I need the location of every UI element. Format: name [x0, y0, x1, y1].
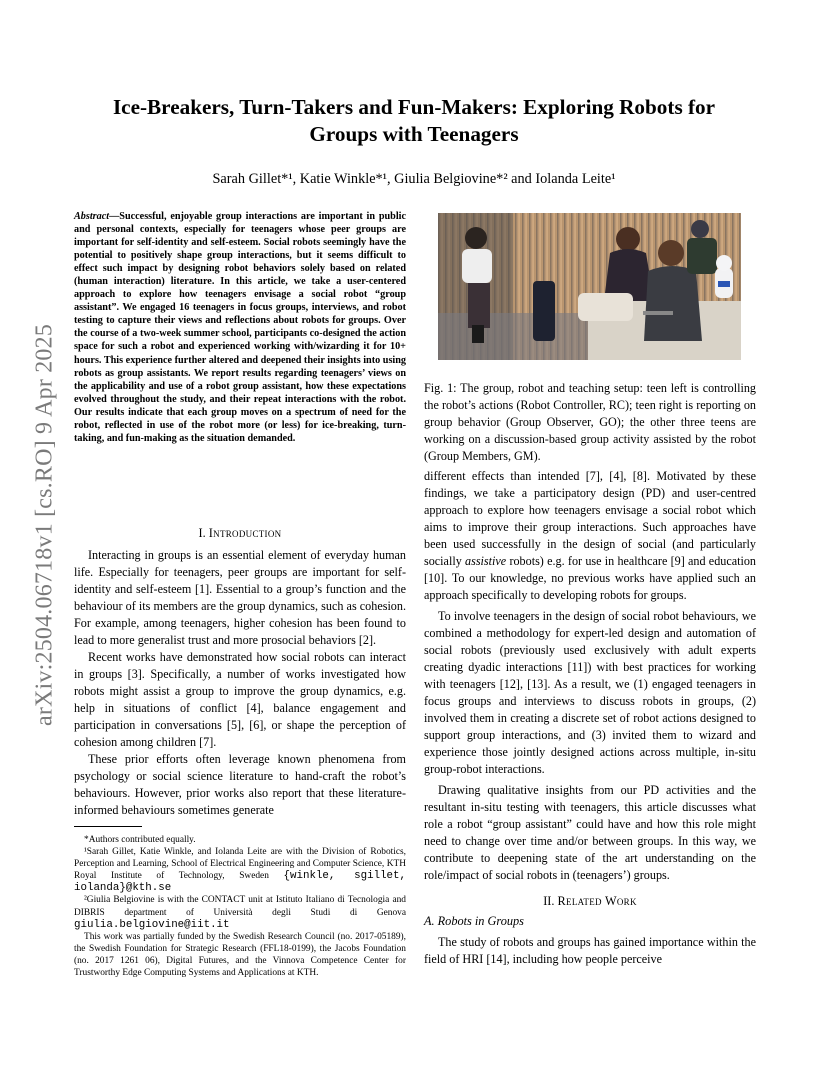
section-2-number: II.: [543, 894, 558, 908]
section-2-title: Related Work: [557, 894, 637, 908]
abstract-text: Successful, enjoyable group interactions are important in public and personal contexts, especially for teenagers whose peer groups are important for self-identity and self-esteem. Social robots seemingly have the potential to positively shape group interactions, but it seems difficult to effect such impact by designing robot behaviors solely based on related (human interaction) literature. In this article, we take a user-centered approach to explore how teenagers envisage a social robot “group assistant”. We engaged 16 teenagers in focus groups, interviews, and robot testing to capture their views and reflections about robots for groups. Over the course of a two-week summer school, participants co-designed the action space for such a robot and experienced working with/wizarding it for 10+ hours. This experience further altered and deepened their insights into using robots as group assistants. We report results regarding teenagers’ views on the applicability and use of a robot group assistant, how these expectations evolved throughout the study, and their repeat interactions with the robot. Our results indicate that each group moves on a spectrum of need for the robot, reflected in use of the robot more (or less) for ice-breaking, turn-taking, and fun-making as the situation demanded.: [74, 211, 406, 444]
section-title: Introduction: [208, 526, 282, 540]
affiliation-2-text: ²Giulia Belgiovine is with the CONTACT unit at Istituto Italiano di Tecnologia and DIBRIS department of Università degli Studi di Genova: [74, 895, 406, 918]
section-2-heading: [424, 893, 756, 910]
figure-1-caption: Fig. 1: The group, robot and teaching setup: teen left is controlling the robot’s actions (Robot Controller, RC); teen right is reporting on group behavior (Group Observer, GO); the other three teens are working on a discussion-based group activity assisted by the robot (Group Members, GM).: [424, 381, 756, 463]
intro-paragraph-2: Recent works have demonstrated how social robots can interact in groups [3]. Specifically, a number of works investigated how robots might assist a group to improve the group dynamics, e.g. help in situations of conflict [4], balance engagement and participation in conversations [5], [6], or shape the perception of cohesion among children [7].: [74, 650, 406, 749]
author-list: Sarah Gillet*¹, Katie Winkle*¹, Giulia Belgiovine*² and Iolanda Leite¹: [212, 171, 616, 187]
right-column-body: [424, 468, 756, 968]
right-paragraph-2: To involve teenagers in the design of social robot behaviours, we combined a methodology for expert-led design and automation of social robots (previously used exclusively with adult experts creating dyadic interactions [11]) with best practices for working with teenagers [12], [13]. As a result, we (1) engaged teenagers in focus groups and interviews to discuss robots in groups, (2) involved them in creating a discrete set of robot actions designed to support group interactions, and (3) invited them to wizard and experience those jointly designed actions across multiple, in-situ group-robot interactions.: [424, 609, 756, 776]
arxiv-sidebar: [20, 290, 70, 760]
introduction-section: [74, 525, 406, 819]
arxiv-id: arXiv:2504.06718v1 [cs.RO] 9 Apr 2025: [31, 323, 58, 727]
intro-paragraph-1: Interacting in groups is an essential element of everyday human life. Especially for teenagers, peer groups are important for self-identity and self-esteem [1]. Essential to a group’s function and the behaviour of its members are the group dynamics, such as cohesion. For example, among teenagers, higher cohesion has been found to lead to more generalist trust and more prosocial behaviors [2].: [74, 548, 406, 647]
footnote-funding: This work was partially funded by the Swedish Research Council (no. 2017-05189), the Swedish Foundation for Strategic Research (FFL18-0199), the Jacobs Foundation (no. 2017 1261 06), Digital Futures, and the Vinnova Competence Center for Trustworthy Edge Computing Systems and Applications at KTH.: [74, 931, 406, 979]
subsection-heading: A. Robots in Groups: [424, 914, 524, 928]
intro-paragraph-3: These prior efforts often leverage known phenomena from psychology or social science literature to hand-craft the robot’s behaviours. However, prior works also report that these literature-informed behaviours sometimes generate: [74, 752, 406, 817]
footnote-equal-contribution: *Authors contributed equally.: [84, 835, 196, 845]
affiliation-2-email: giulia.belgiovine@iit.it: [74, 918, 230, 931]
right-paragraph-1-start: different effects than intended [7], [4], [8]. Motivated by these findings, we take a participatory design (PD) and user-centred approach to explore how teenagers envisage a social robot which aims to improve their group interactions. Such approaches have been used successfully in the design of social (and particularly socially: [424, 469, 756, 568]
affiliation-1-text: ¹Sarah Gillet, Katie Winkle, and Iolanda Leite are with the Division of Robotics, Perception and Learning, School of Electrical Engineering and Computer Science, KTH Royal Institute of Technology, Sweden: [74, 847, 406, 882]
section-number: I.: [198, 526, 209, 540]
right-paragraph-3: Drawing qualitative insights from our PD activities and the resultant in-situ testing with teenagers, this article discusses what role a robot “group assistant” could have and how this role might need to change over time and/or between groups. In this way, we contribute to deepening state of the art understanding on the role/impact of social robots in (teenagers’) groups.: [424, 783, 756, 882]
section-heading: [74, 525, 406, 542]
paper-title: Ice-Breakers, Turn-Takers and Fun-Makers: Exploring Robots for Groups with Teenagers: [112, 95, 716, 146]
abstract: Abstract—Successful, enjoyable group interactions are important in public and personal contexts, especially for teenagers whose peer groups are important for self-identity and self-esteem. Social robots seemingly have the potential to positively shape group interactions, but it seems difficult to effect such impact by designing robot behaviors solely based on related (human interaction) literature. In this article, we take a user-centered approach to explore how teenagers envisage a social robot “group assistant”. We engaged 16 teenagers in focus groups, interviews, and robot testing to capture their views and reflections about robots for groups. Over the course of a two-week summer school, participants co-designed the action space for such a robot and experienced working with/wizarding it for 10+ hours. This experience further altered and deepened their insights into using robots as group assistants. We report results regarding teenagers’ views on the applicability and use of a robot group assistant, how these expectations evolved throughout the study, and their repeat interactions with the robot. Our results indicate that each group moves on a spectrum of need for the robot, reflected in use of the robot more (or less) for ice-breaking, turn-taking, and fun-making as the situation demanded.: [74, 211, 406, 444]
footnote-affiliation-1: [74, 846, 406, 894]
footnotes: [74, 834, 406, 979]
right-paragraph-1: [424, 468, 756, 604]
abstract-label: Abstract: [74, 211, 110, 222]
right-paragraph-1-end: robots) e.g. for use in healthcare [9] and education [10]. To our knowledge, no previous works have applied such an approach specifically to developing robots for groups.: [424, 554, 757, 602]
affiliation-1-email: {winkle, sgillet, iolanda}@kth.se: [74, 870, 406, 895]
right-paragraph-4: The study of robots and groups has gained importance within the field of HRI [14], including how people perceive: [424, 935, 756, 966]
right-paragraph-1-emphasis: assistive: [465, 554, 507, 568]
figure-1-photo: [438, 213, 741, 360]
footnote-affiliation-2: [74, 894, 406, 930]
footnote-rule: [74, 826, 142, 827]
